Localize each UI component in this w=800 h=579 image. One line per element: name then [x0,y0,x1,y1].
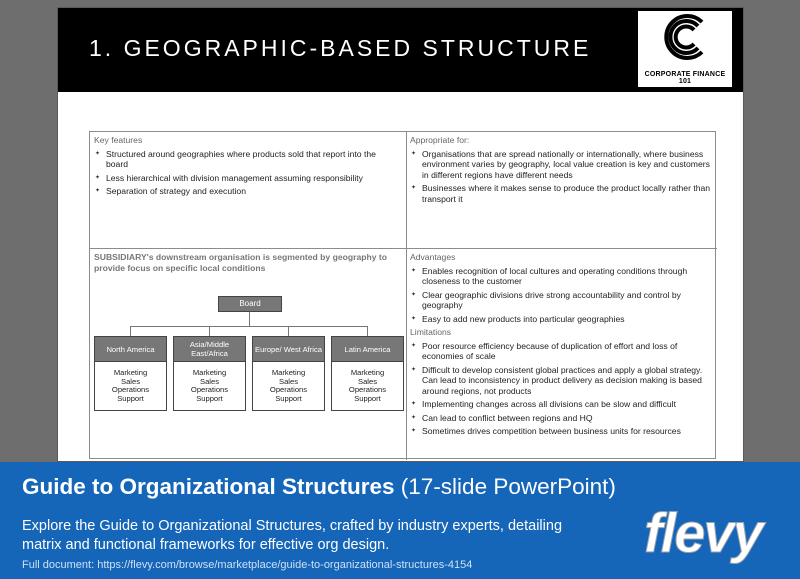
banner-title-rest: (17-slide PowerPoint) [394,474,616,499]
function-item: Support [196,393,223,403]
list-item: ✦ Separation of strategy and execution [94,186,400,197]
list-item: ✦ Enables recognition of local cultures and operating conditions through closeness to the customer [410,266,712,287]
banner-description: Explore the Guide to Organizational Structures, crafted by industry experts, detailing matrix and functional frameworks for effective org design. [22,518,563,553]
region-functions [332,362,403,403]
corporate-finance-c-logo-icon [662,14,708,60]
function-item: Operations [269,385,308,395]
list-item: ✦ Organisations that are spread nationally or internationally, where business environment varies by geography, local value creation is key and customers in different regions have different needs [410,149,712,181]
org-board-box: Board [218,296,282,312]
content-grid [89,131,716,459]
org-connector [249,312,250,326]
org-region-latin-america [331,336,404,411]
list-item: ✦ Difficult to develop consistent global practices and apply a global strategy. Can lead to inconsistency in product delivery as decision making is based around regions, not products [410,365,712,397]
function-item: Marketing [192,368,227,377]
function-item: Support [117,393,144,403]
function-item: Sales [279,376,298,386]
function-item: Support [354,393,381,403]
promo-banner [0,462,800,579]
limitations-list [410,341,712,437]
svg-text:flevy: flevy [644,501,762,564]
list-item: ✦ Easy to add new products into particular geographies [410,314,712,325]
list-item: ✦ Implementing changes across all divisions can be slow and difficult [410,399,712,410]
subsidiary-heading: SUBSIDIARY's downstream organisation is segmented by geography to provide focus on specific local conditions [94,252,388,273]
org-connector [288,326,289,336]
list-item: ✦ Poor resource efficiency because of duplication of effort and loss of economies of scale [410,341,712,362]
region-functions [95,362,166,403]
advantages-heading: Advantages [410,252,456,262]
limitations-heading: Limitations [410,327,452,337]
corporate-finance-logo [638,11,732,87]
appropriate-for-list [410,149,712,205]
logo-text: CORPORATE FINANCE 101 [644,71,726,85]
region-name: North America [95,337,166,362]
region-name: Latin America [332,337,403,362]
key-features-cell [94,135,400,200]
region-name: Europe/ West Africa [253,337,324,362]
key-features-heading: Key features [94,135,143,145]
full-document-link[interactable]: Full document: https://flevy.com/browse/marketplace/guide-to-organizational-structures-4154 [22,559,473,571]
function-item: Support [275,393,302,403]
org-connector [367,326,368,336]
function-item: Sales [358,376,377,386]
list-item: ✦ Less hierarchical with division management assuming responsibility [94,173,400,184]
list-item: ✦ Clear geographic divisions drive strong accountability and control by geography [410,290,712,311]
grid-divider-vertical [406,132,407,460]
function-item: Operations [190,385,229,395]
banner-title [22,474,616,500]
function-item: Operations [111,385,150,395]
banner-title-bold: Guide to Organizational Structures [22,474,395,499]
list-item: ✦ Businesses where it makes sense to produce the product locally rather than transport it [410,183,712,204]
list-item: ✦ Can lead to conflict between regions and HQ [410,413,712,424]
org-chart [94,296,404,426]
function-item: Sales [121,376,140,386]
list-item: ✦ Structured around geographies where products sold that report into the board [94,149,400,170]
flevy-logo-icon[interactable] [640,492,790,572]
function-item: Operations [348,385,387,395]
title-bar [58,8,744,92]
advantages-list [410,266,712,325]
org-region-europe-west-africa [252,336,325,411]
region-functions [174,362,245,403]
subsidiary-cell [94,252,402,273]
key-features-list [94,149,400,197]
function-item: Sales [200,376,219,386]
advantages-limitations-cell [410,252,712,440]
org-connector [209,326,210,336]
function-item: Marketing [271,368,306,377]
org-connector [130,326,131,336]
slide [57,7,744,462]
org-connector [130,326,368,327]
org-region-asia-middle-east-africa [173,336,246,411]
appropriate-for-cell [410,135,712,207]
function-item: Marketing [350,368,385,377]
region-name: Asia/Middle East/Africa [174,337,245,362]
list-item: ✦ Sometimes drives competition between business units for resources [410,426,712,437]
slide-title: 1. GEOGRAPHIC-BASED STRUCTURE [89,35,592,61]
function-item: Marketing [113,368,148,377]
org-region-north-america [94,336,167,411]
region-functions [253,362,324,403]
grid-divider-horizontal [90,248,717,249]
appropriate-for-heading: Appropriate for: [410,135,470,145]
